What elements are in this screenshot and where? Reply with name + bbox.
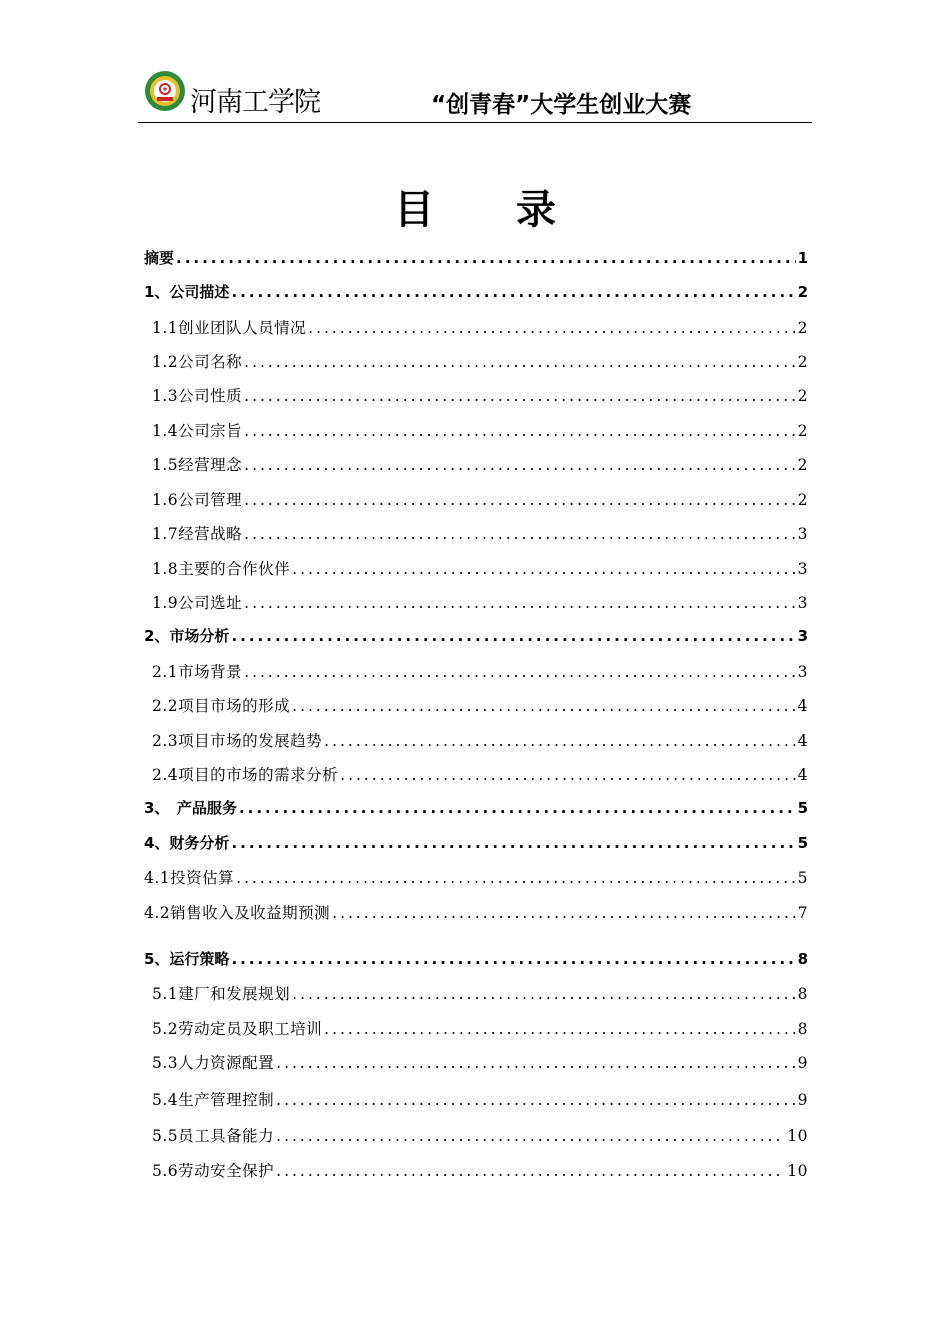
toc-leader-dots: [231, 627, 795, 645]
school-emblem-icon: [144, 70, 186, 112]
toc-entry-page: 5: [797, 869, 808, 887]
toc-section-entry[interactable]: [144, 281, 808, 307]
toc-subsection-entry[interactable]: [152, 522, 808, 548]
toc-leader-dots: [244, 353, 795, 371]
toc-entry-label: 5.6劳动安全保护: [152, 1162, 275, 1180]
toc-entry-page: 10: [787, 1162, 808, 1180]
toc-entry-page: 3: [797, 663, 808, 681]
toc-leader-dots: [244, 491, 795, 509]
toc-entry-page: 5: [797, 799, 808, 817]
toc-entry-page: 2: [797, 422, 808, 440]
toc-leader-dots: [244, 456, 795, 474]
toc-section-entry[interactable]: [144, 797, 808, 823]
toc-entry-page: 5: [797, 834, 808, 852]
toc-subsection-entry[interactable]: [152, 1088, 808, 1114]
toc-entry-label: 1.1创业团队人员情况: [152, 319, 307, 337]
toc-leader-dots: [244, 387, 795, 405]
toc-entry-page: 8: [797, 950, 808, 968]
toc-entry-page: 3: [797, 525, 808, 543]
toc-entry-label: 1.3公司性质: [152, 387, 243, 405]
toc-entry-page: 3: [797, 560, 808, 578]
toc-leader-dots: [276, 1054, 795, 1072]
toc-leader-dots: [340, 766, 795, 784]
toc-entry-label: 5.5员工具备能力: [152, 1127, 275, 1145]
toc-entry-page: 2: [797, 491, 808, 509]
toc-leader-dots: [324, 732, 795, 750]
toc-entry-label: 1.2公司名称: [152, 353, 243, 371]
toc-subsection-entry[interactable]: [152, 591, 808, 617]
toc-entry-page: 2: [797, 456, 808, 474]
toc-entry-label: 5.1建厂和发展规划: [152, 985, 291, 1003]
toc-leader-dots: [231, 834, 795, 852]
toc-entry-page: 10: [787, 1127, 808, 1145]
title-char-1: 目: [394, 186, 435, 233]
toc-subsection-entry[interactable]: [152, 729, 808, 755]
toc-entry-label: 5.2劳动定员及职工培训: [152, 1020, 323, 1038]
toc-entry-label: 1.6公司管理: [152, 491, 243, 509]
toc-leader-dots: [236, 869, 795, 887]
toc-leader-dots: [176, 249, 796, 267]
toc-entry-label: 5.4生产管理控制: [152, 1091, 275, 1109]
toc-entry-label: 1.7经营战略: [152, 525, 243, 543]
toc-entry-page: 4: [797, 732, 808, 750]
toc-entry-label: 3、 产品服务: [144, 799, 237, 817]
toc-entry-page: 4: [797, 766, 808, 784]
toc-subsection-entry[interactable]: [152, 488, 808, 514]
toc-section-entry[interactable]: [144, 625, 808, 651]
toc-entry-label: 1、公司描述: [144, 283, 230, 301]
toc-subsection-entry[interactable]: [152, 419, 808, 445]
toc-subsection-entry[interactable]: [144, 866, 808, 892]
toc-entry-label: 摘要: [144, 249, 175, 267]
toc-entry-label: 5.3人力资源配置: [152, 1054, 275, 1072]
toc-entry-page: 4: [797, 697, 808, 715]
toc-leader-dots: [231, 283, 795, 301]
toc-entry-label: 4.1投资估算: [144, 869, 235, 887]
page-title: [0, 178, 950, 235]
toc-subsection-entry[interactable]: [152, 763, 808, 789]
toc-entry-label: 1.9公司选址: [152, 594, 243, 612]
toc-subsection-entry[interactable]: [152, 1124, 808, 1150]
toc-leader-dots: [292, 560, 795, 578]
toc-section-entry[interactable]: [144, 247, 808, 273]
school-name: 河南工学院: [190, 87, 320, 118]
toc-leader-dots: [276, 1127, 785, 1145]
toc-leader-dots: [276, 1162, 785, 1180]
toc-entry-label: 2.4项目的市场的需求分析: [152, 766, 339, 784]
toc-leader-dots: [239, 799, 796, 817]
toc-entry-page: 2: [797, 353, 808, 371]
toc-section-entry[interactable]: [144, 948, 808, 974]
toc-entry-label: 2.2项目市场的形成: [152, 697, 291, 715]
toc-entry-page: 3: [797, 594, 808, 612]
toc-subsection-entry[interactable]: [152, 453, 808, 479]
toc-entry-label: 2、市场分析: [144, 627, 230, 645]
toc-leader-dots: [308, 319, 795, 337]
toc-leader-dots: [324, 1020, 795, 1038]
title-char-2: 录: [515, 186, 556, 233]
toc-subsection-entry[interactable]: [152, 316, 808, 342]
toc-entry-page: 2: [797, 319, 808, 337]
toc-entry-page: 2: [797, 387, 808, 405]
toc-entry-label: 5、运行策略: [144, 950, 230, 968]
contest-title: “创青春”大学生创业大赛: [431, 92, 692, 118]
toc-entry-label: 1.5经营理念: [152, 456, 243, 474]
page-header: [138, 66, 812, 123]
toc-leader-dots: [244, 525, 795, 543]
toc-entry-label: 4.2销售收入及收益期预测: [144, 904, 331, 922]
toc-subsection-entry[interactable]: [144, 901, 808, 927]
toc-entry-page: 1: [797, 249, 808, 267]
toc-entry-page: 7: [797, 904, 808, 922]
toc-subsection-entry[interactable]: [152, 660, 808, 686]
toc-leader-dots: [292, 697, 795, 715]
toc-leader-dots: [244, 594, 795, 612]
toc-leader-dots: [332, 904, 795, 922]
toc-section-entry[interactable]: [144, 832, 808, 858]
toc-subsection-entry[interactable]: [152, 982, 808, 1008]
toc-subsection-entry[interactable]: [152, 694, 808, 720]
toc-entry-page: 8: [797, 1020, 808, 1038]
toc-subsection-entry[interactable]: [152, 350, 808, 376]
toc-entry-page: 8: [797, 985, 808, 1003]
toc-entry-label: 1.4公司宗旨: [152, 422, 243, 440]
toc-entry-label: 2.1市场背景: [152, 663, 243, 681]
toc-subsection-entry[interactable]: [152, 384, 808, 410]
toc-entry-label: 4、财务分析: [144, 834, 230, 852]
toc-leader-dots: [231, 950, 795, 968]
toc-leader-dots: [244, 422, 795, 440]
toc-subsection-entry[interactable]: [152, 1051, 808, 1077]
toc-subsection-entry[interactable]: [152, 1159, 808, 1185]
toc-entry-page: 9: [797, 1054, 808, 1072]
toc-leader-dots: [292, 985, 795, 1003]
toc-entry-page: 9: [797, 1091, 808, 1109]
toc-entry-label: 2.3项目市场的发展趋势: [152, 732, 323, 750]
toc-leader-dots: [244, 663, 795, 681]
toc-leader-dots: [276, 1091, 795, 1109]
toc-entry-page: 3: [797, 627, 808, 645]
toc-subsection-entry[interactable]: [152, 1017, 808, 1043]
toc-subsection-entry[interactable]: [152, 557, 808, 583]
toc-entry-label: 1.8主要的合作伙伴: [152, 560, 291, 578]
toc-entry-page: 2: [797, 283, 808, 301]
